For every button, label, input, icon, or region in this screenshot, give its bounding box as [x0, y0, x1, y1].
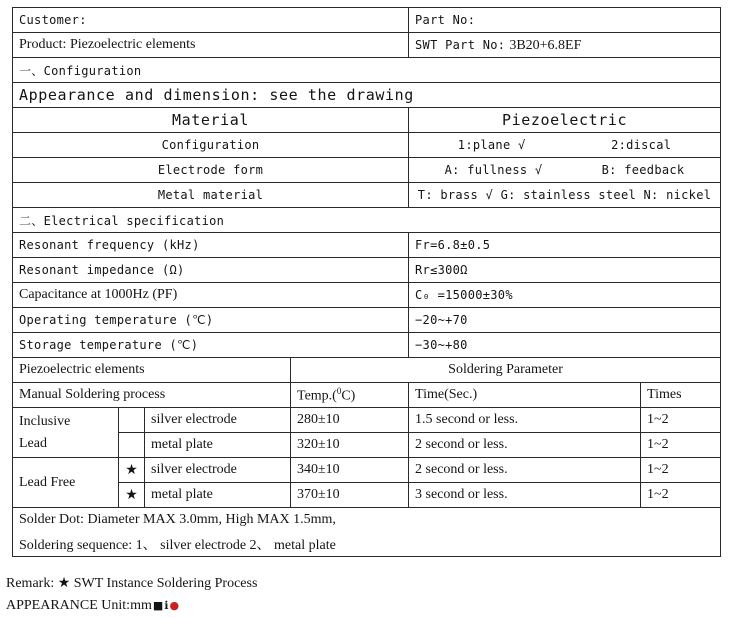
- electrical-row: [13, 258, 721, 283]
- swt-part-label: SWT Part No:: [415, 38, 506, 52]
- soldering-row: [13, 483, 721, 508]
- configuration-option-plane: 1:plane √: [457, 138, 526, 152]
- solder-temp: 320±10: [291, 433, 409, 458]
- customer-row: [13, 8, 721, 33]
- material-row: [13, 108, 721, 133]
- config-section-row: [13, 58, 721, 83]
- lock-icon: ■: [152, 599, 164, 612]
- appearance-unit-text: APPEARANCE Unit:mm: [6, 598, 152, 613]
- soldering-parameter-label: Soldering Parameter: [291, 358, 721, 383]
- solder-times: 1~2: [641, 433, 721, 458]
- solder-time: 2 second or less.: [409, 433, 641, 458]
- appearance-line: [0, 596, 257, 618]
- swt-part-value: 3B20+6.8EF: [509, 38, 582, 53]
- electrical-value: Rr≤300Ω: [409, 258, 721, 283]
- electrode-label: Electrode form: [13, 158, 409, 183]
- temp-header: Temp.($^0$C): [291, 383, 409, 408]
- solder-time: 2 second or less.: [409, 458, 641, 483]
- globe-icon: ●: [169, 599, 180, 612]
- material-label: Material: [13, 108, 409, 133]
- electrical-section-title: 二、Electrical specification: [13, 208, 721, 233]
- star-icon: ★: [119, 458, 145, 483]
- solder-sequence-text: Soldering sequence: 1、 silver electrode 2、 metal plate: [13, 532, 721, 557]
- configuration-options: [409, 133, 721, 158]
- solder-part: metal plate: [145, 483, 291, 508]
- solder-part: silver electrode: [145, 408, 291, 433]
- configuration-row: [13, 133, 721, 158]
- electrical-value: C₀ =15000±30%: [409, 283, 721, 308]
- soldering-row: [13, 458, 721, 483]
- appearance-text: Appearance and dimension: see the drawing: [13, 83, 721, 108]
- notes-block: [0, 574, 257, 618]
- electrical-value: −30~+80: [409, 333, 721, 358]
- solder-temp: 280±10: [291, 408, 409, 433]
- electrical-label: Resonant frequency (kHz): [13, 233, 409, 258]
- time-header: Time(Sec.): [409, 383, 641, 408]
- electrical-value: Fr=6.8±0.5: [409, 233, 721, 258]
- solder-times: 1~2: [641, 408, 721, 433]
- times-header: Times: [641, 383, 721, 408]
- remark-text: Remark: ★ SWT Instance Soldering Process: [6, 576, 258, 591]
- soldering-row: [13, 433, 721, 458]
- electrical-row: [13, 333, 721, 358]
- star-cell-empty: [119, 433, 145, 458]
- solder-part: metal plate: [145, 433, 291, 458]
- product-row: [13, 33, 721, 58]
- solder-part: silver electrode: [145, 458, 291, 483]
- solder-time: 3 second or less.: [409, 483, 641, 508]
- electrical-value: −20~+70: [409, 308, 721, 333]
- solder-dot-row: [13, 508, 721, 533]
- solder-time: 1.5 second or less.: [409, 408, 641, 433]
- solder-times: 1~2: [641, 458, 721, 483]
- electrode-option-feedback: B: feedback: [601, 163, 685, 177]
- solder-dot-text: Solder Dot: Diameter MAX 3.0mm, High MAX 1.5mm,: [13, 508, 721, 533]
- swt-part-cell: [409, 33, 721, 58]
- soldering-title-row: [13, 358, 721, 383]
- electrical-label: Storage temperature (℃): [13, 333, 409, 358]
- metal-row: [13, 183, 721, 208]
- configuration-label: Configuration: [13, 133, 409, 158]
- electrode-row: [13, 158, 721, 183]
- appearance-row: [13, 83, 721, 108]
- star-icon: ★: [119, 483, 145, 508]
- electrical-section-row: [13, 208, 721, 233]
- metal-label: Metal material: [13, 183, 409, 208]
- spec-table: [12, 7, 721, 557]
- solder-temp: 370±10: [291, 483, 409, 508]
- electrode-options: [409, 158, 721, 183]
- info-icon: ℹ: [164, 599, 169, 612]
- product-label: Product: Piezoelectric elements: [13, 33, 409, 58]
- solder-times: 1~2: [641, 483, 721, 508]
- electrical-row: [13, 283, 721, 308]
- electrical-label: Capacitance at 1000Hz (PF): [13, 283, 409, 308]
- soldering-header-row: [13, 383, 721, 408]
- star-cell-empty: [119, 408, 145, 433]
- process-label: Manual Soldering process: [13, 383, 291, 408]
- electrical-label: Operating temperature (℃): [13, 308, 409, 333]
- part-no-label: Part No:: [409, 8, 721, 33]
- soldering-row: [13, 408, 721, 433]
- electrical-row: [13, 233, 721, 258]
- customer-label: Customer:: [13, 8, 409, 33]
- configuration-option-discal: 2:discal: [611, 138, 672, 152]
- electrical-label: Resonant impedance (Ω): [13, 258, 409, 283]
- inclusive-lead-label: Inclusive Lead: [13, 408, 119, 458]
- lead-free-label: Lead Free: [13, 458, 119, 508]
- solder-sequence-row: [13, 532, 721, 557]
- config-section-title: 一、Configuration: [13, 58, 721, 83]
- material-value: Piezoelectric: [409, 108, 721, 133]
- elements-label: Piezoelectric elements: [13, 358, 291, 383]
- solder-temp: 340±10: [291, 458, 409, 483]
- metal-value: T: brass √ G: stainless steel N: nickel: [409, 183, 721, 208]
- electrode-option-fullness: A: fullness √: [444, 163, 543, 177]
- electrical-row: [13, 308, 721, 333]
